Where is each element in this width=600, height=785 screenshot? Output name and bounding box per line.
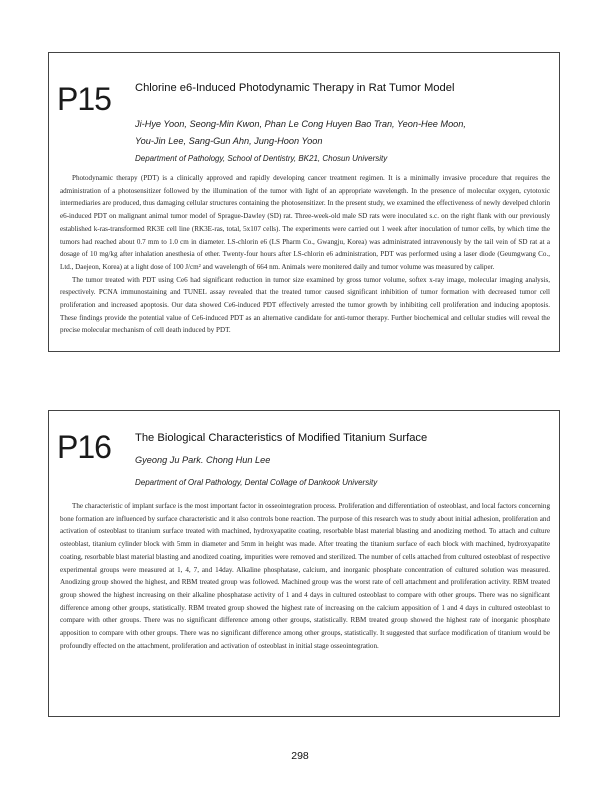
- author-line: Ji-Hye Yoon, Seong-Min Kwon, Phan Le Cong Huyen Bao Tran, Yeon-Hee Moon,: [135, 119, 466, 129]
- author-list: [135, 452, 555, 469]
- abstract-box-p16: [48, 410, 560, 717]
- abstract-paragraph: Photodynamic therapy (PDT) is a clinically approved and rapidly developing cancer treatment regimen. It is a minimally invasive procedure that requires the administration of a photosensitizer followed by the illumination of the tumor with light of an appropriate wavelength. In the presence of molecular oxygen, cytotoxic intermediaries are produced, thus damaging cellular structures containing the photosensitizer. In the present study, we examined the effectiveness of newly develped chlorin e6-induced PDT on malignant animal tumor model of Sprague-Dawley (SD) rat. Three-week-old male SD rats were inoculated s.c. on the right flank with our previously established k-ras-transformed RK3E cell line (RK3E-ras, total, 5x107 cells). The experiments were carried out 1 week after inoculation of tumor cells, by which time the tumors had reached about 0.7 mm to 1.0 cm in diameter. LS-chlorin e6 (LS Pharm Co., Gwangju, Korea) was administrated intravenously by the tail vein of SD rat at a dosage of 10 mg/kg after inhalation anesthesia of ether. Twenty-four hours after LS-chlorin e6 administration, PDT was performed using a laser diode (Geumgwang Co., Ltd., Daejeon, Korea) at a light dose of 100 J/cm² and wavelength of 664 nm. Animals were monitered daily and tumor volume was measured by caliper.: [60, 174, 550, 271]
- abstract-code: P15: [57, 81, 111, 117]
- abstract-paragraph: The tumor treated with PDT using Ce6 had significant reduction in tumor size examined by gross tumor volume, softex x-ray image, molecular imaging analysis, respectively. PCNA immunostaining and TUNEL assay revealed that the treated tumor caused significant inhibition of tumor formation with decreased tumor cell proliferation and increased apoptosis. Our data showed Ce6-induced PDT effectively arrested the tumor growth by inhibiting cell proliferation and inducing apoptosis. These findings provide the potential value of Ce6-induced PDT as an alternative candidate for anti-tumor therapy. Further biochemical and cellular studies will reveal the precise molecular mechanism of cell death induced by PDT.: [60, 275, 550, 335]
- abstract-box-p15: [48, 52, 560, 352]
- author-line: You-Jin Lee, Sang-Gun Ahn, Jung-Hoon Yoon: [135, 136, 323, 146]
- abstract-title: The Biological Characteristics of Modified Titanium Surface: [135, 432, 428, 444]
- affiliation: Department of Oral Pathology, Dental Collage of Dankook University: [135, 478, 378, 487]
- abstract-paragraph: The characteristic of implant surface is the most important factor in osseointegration process. Proliferation and differentiation of osteoblast, and local factors concerning bone formation are influenced by surface characteristic and it also controls bone reaction. The purpose of this research was to study about initial adhesion, proliferation and activation of osteoblast to titanium surface treated with machined, hydroxyapatite coating, resorbable blast material blasting and anodizing method. To attach and culture osteoblast, titanium cylinder block with 5mm in diameter and 5mm in height was made. After treating the titanium surface of each block with machined, hydroxyapatite coating, resorbable blast material blasting and anodized coating, impurities were removed and sterilized. The number of cells attached from cultured osteoblast of respective experimental groups were measured at 1, 4, 7, and 14day. Alkaline phosphatase, calcium, and inorganic phosphate concentration of cultured solution was measured. Anodizing group showed the highest, and RBM treated group was followed. Machined group was the worst rate of cell attachment and proliferation activity. RBM treated group showed the highest increasing on their alkaline phosphatase activity of 1 and 4 days in cultured osteoblast to compare with other groups. There was no significant difference among other groups, statistically. RBM treated group showed the highest rate of increasing on the calcium apposition of 1 and 4 days in cultured osteoblast to compare with other groups. There was no significant difference among other groups, statistically. RBM treated group showed the highest rate of inorganic phosphate apposition to compare with other groups. There was no significant difference among other groups, statistically. It suggested that surface modification of titanium would be profoundly effected on the attachment, proliferation and activation of osteoblast in initial stage osseointegration.: [60, 502, 550, 650]
- author-list: [135, 116, 555, 150]
- abstract-title: Chlorine e6-Induced Photodynamic Therapy in Rat Tumor Model: [135, 82, 455, 94]
- affiliation: Department of Pathology, School of Dentistry, BK21, Chosun University: [135, 154, 388, 163]
- page-number: 298: [291, 750, 309, 762]
- abstract-code: P16: [57, 429, 111, 465]
- abstract-body: [60, 172, 550, 337]
- abstract-body: [60, 500, 550, 652]
- author-line: Gyeong Ju Park. Chong Hun Lee: [135, 455, 271, 465]
